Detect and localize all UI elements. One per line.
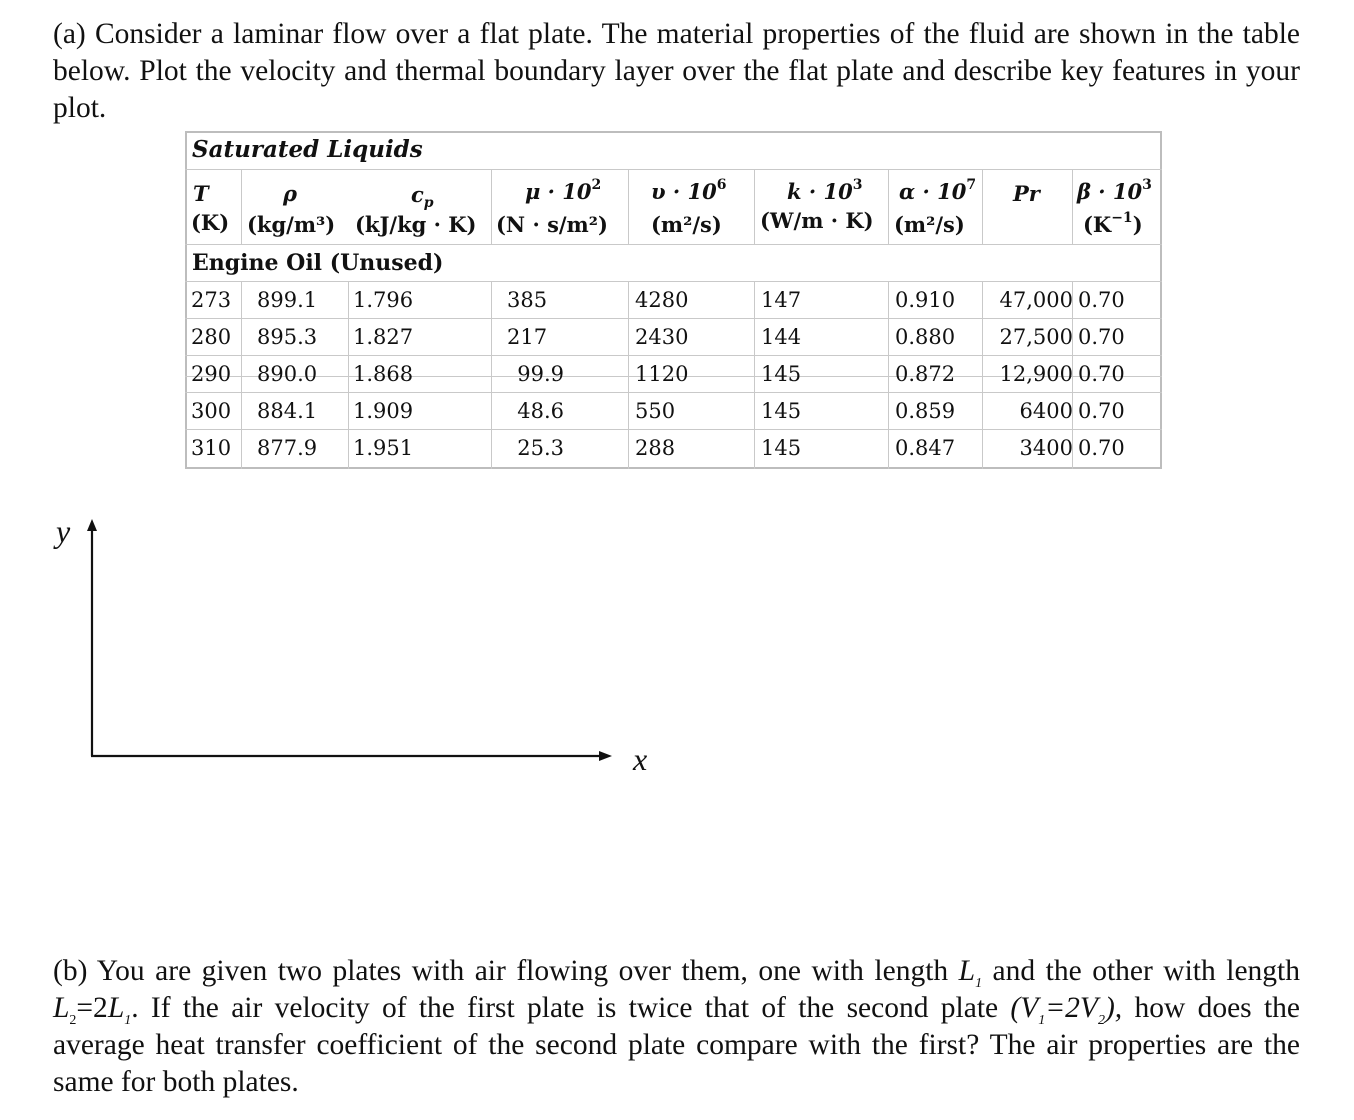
question-a-text: (a) Consider a laminar flow over a flat plate. The material properties of the fluid are shown in the table below. Plot the velocity and thermal boundary layer over the flat plate and describe key features in your plot. [53, 18, 1300, 124]
cell-nu: 288 [635, 436, 676, 460]
header-beta-unit: $(K^{-1})$ [1083, 210, 1143, 237]
table-rule [754, 169, 755, 244]
table-rule [1072, 169, 1073, 244]
cell-mu: 99.9 [517, 362, 564, 386]
cell-cp: 1.909 [353, 399, 414, 423]
header-nu: $\upsilon \cdot 10^6$ [651, 177, 727, 204]
table-rule [888, 169, 889, 244]
header-alpha: $\alpha \cdot 10^7$ [899, 177, 977, 204]
x-axis-arrow-icon [599, 751, 612, 761]
header-rho: ρ [283, 181, 297, 206]
cell-k: 145 [761, 436, 802, 460]
cell-cp: 1.868 [353, 362, 414, 386]
table-rule [491, 281, 492, 469]
table-border [1160, 131, 1162, 469]
y-axis-label: y [56, 513, 71, 549]
cell-nu: 4280 [635, 288, 689, 312]
header-k-unit: (W/m · K) [760, 208, 874, 233]
cell-mu: 48.6 [517, 399, 564, 423]
cell-rho: 899.1 [257, 288, 318, 312]
header-cp-unit: (kJ/kg · K) [355, 212, 477, 237]
table-rule [185, 318, 1162, 319]
cell-T: 290 [191, 362, 232, 386]
header-Pr: Pr [1013, 181, 1040, 206]
cell-alpha: 0.880 [895, 325, 956, 349]
cell-rho: 895.3 [257, 325, 318, 349]
table-title: Saturated Liquids [192, 136, 423, 163]
header-mu-unit: (N · s/m²) [496, 212, 608, 237]
cell-cp: 1.951 [353, 436, 414, 460]
table-rule [185, 169, 1162, 170]
axes-svg [40, 505, 640, 775]
cell-nu: 2430 [635, 325, 689, 349]
table-rule [185, 281, 1162, 282]
cell-mu: 385 [507, 288, 548, 312]
header-T: T [193, 181, 209, 206]
table-rule [888, 281, 889, 469]
y-axis-arrow-icon [87, 519, 97, 531]
cell-cp: 1.796 [353, 288, 414, 312]
table-rule [185, 355, 1162, 356]
x-axis-label: x [633, 741, 648, 777]
cell-Pr-val: 0.70 [1078, 325, 1125, 349]
cell-rho: 877.9 [257, 436, 318, 460]
cell-beta-val: 3400 [1019, 436, 1073, 460]
table-border [185, 467, 1162, 469]
table-border [185, 131, 187, 469]
table-rule [491, 169, 492, 244]
cell-T: 300 [191, 399, 232, 423]
header-k: $k \cdot 10^3$ [787, 177, 863, 204]
header-T-unit: (K) [191, 210, 230, 235]
table-rule [348, 281, 349, 469]
cell-cp: 1.827 [353, 325, 414, 349]
cell-Pr-val: 0.70 [1078, 288, 1125, 312]
cell-beta-val: 47,000 [999, 288, 1073, 312]
cell-rho: 884.1 [257, 399, 318, 423]
cell-mu: 25.3 [517, 436, 564, 460]
table-rule [185, 429, 1162, 430]
cell-Pr-val: 0.70 [1078, 362, 1125, 386]
cell-Pr-val: 0.70 [1078, 399, 1125, 423]
cell-T: 280 [191, 325, 232, 349]
table-rule [628, 281, 629, 469]
header-beta: $\beta \cdot 10^3$ [1077, 177, 1152, 204]
cell-nu: 550 [635, 399, 676, 423]
table-rule [982, 169, 983, 244]
cell-k: 147 [761, 288, 802, 312]
cell-k: 144 [761, 325, 802, 349]
cell-k: 145 [761, 362, 802, 386]
table-rule [628, 169, 629, 244]
header-mu: $\mu \cdot 10^2$ [525, 177, 602, 204]
cell-nu: 1120 [635, 362, 689, 386]
table-rule [754, 281, 755, 469]
table-border [185, 131, 1162, 133]
header-nu-unit: (m²/s) [651, 212, 722, 237]
table-rule [982, 281, 983, 469]
cell-Pr-val: 0.70 [1078, 436, 1125, 460]
header-alpha-unit: (m²/s) [894, 212, 965, 237]
properties-table [185, 131, 1162, 469]
group-label: Engine Oil (Unused) [192, 250, 444, 276]
cell-mu: 217 [507, 325, 548, 349]
cell-k: 145 [761, 399, 802, 423]
cell-alpha: 0.872 [895, 362, 956, 386]
cell-T: 273 [191, 288, 232, 312]
cell-rho: 890.0 [257, 362, 318, 386]
table-rule [241, 169, 242, 244]
cell-beta-val: 6400 [1019, 399, 1073, 423]
table-rule [185, 392, 1162, 393]
cell-T: 310 [191, 436, 232, 460]
header-rho-unit: (kg/m³) [247, 212, 336, 237]
table-rule [185, 244, 1162, 245]
cell-beta-val: 27,500 [999, 325, 1073, 349]
question-b-text: (b) You are given two plates with air flowing over them, one with length $L_1$ and the other with length $L_2=2L_1$. If the air velocity of the first plate is twice that of the second plate $(V_1=2V_2)$, how does the average heat transfer coefficient of the second plate compare with the first? The air properties are the same for both plates. [53, 955, 1300, 1098]
cell-alpha: 0.859 [895, 399, 956, 423]
cell-beta-val: 12,900 [999, 362, 1073, 386]
table-rule [241, 281, 242, 469]
cell-alpha: 0.847 [895, 436, 956, 460]
header-cp: $c_p$ [411, 182, 434, 212]
cell-alpha: 0.910 [895, 288, 956, 312]
axes-sketch [40, 505, 648, 780]
